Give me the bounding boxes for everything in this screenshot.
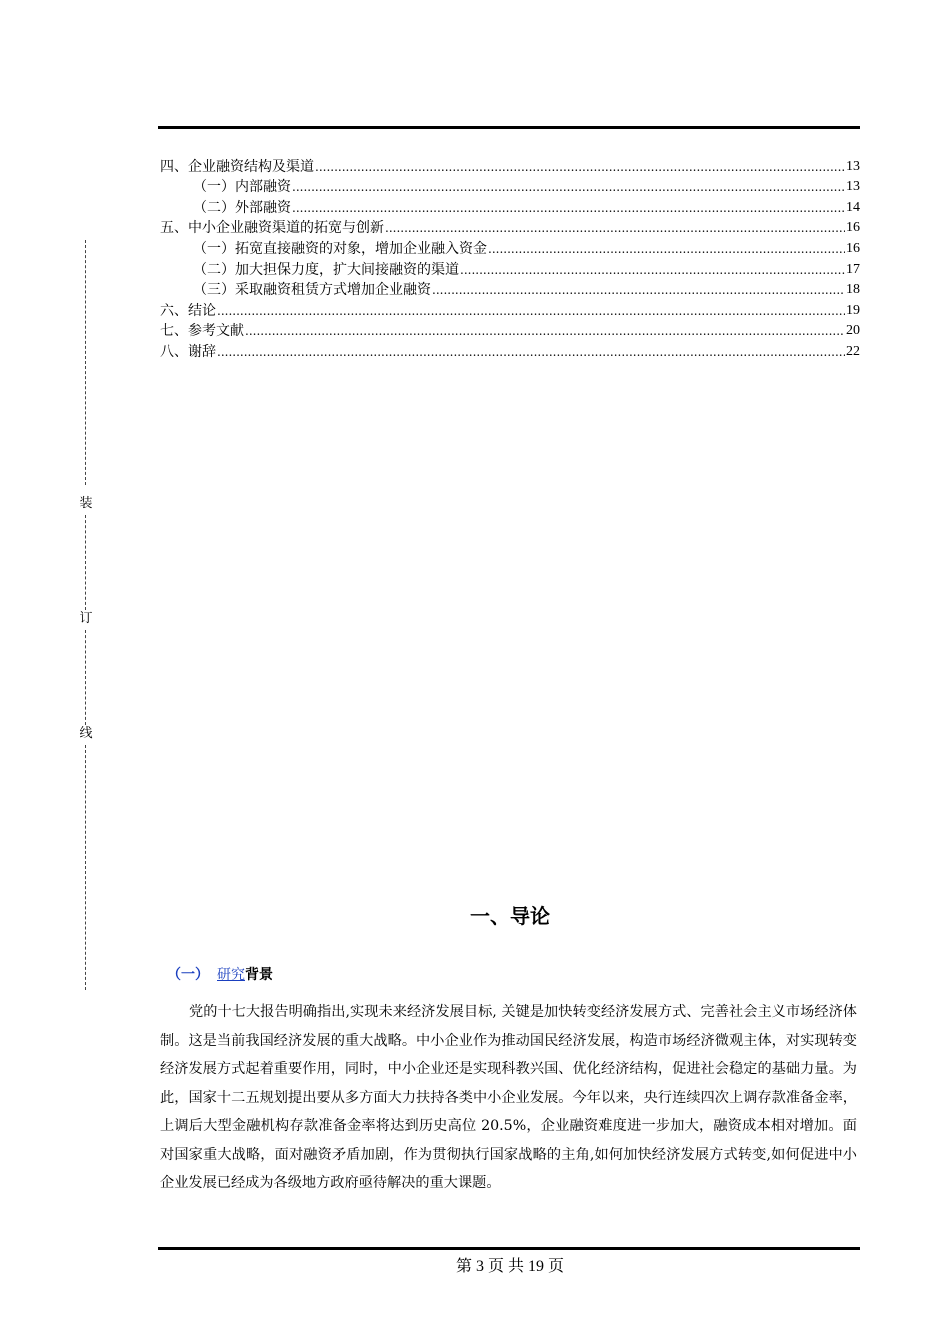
toc-entry-page: 22	[846, 343, 860, 359]
toc-entry[interactable]	[160, 259, 860, 280]
binding-line	[78, 240, 94, 990]
toc-entry[interactable]	[160, 156, 860, 177]
toc-entry-label: （一）拓宽直接融资的对象，增加企业融入资金	[193, 240, 487, 257]
toc-entry[interactable]	[160, 321, 860, 342]
subsection-link[interactable]: 研究	[217, 967, 245, 983]
toc-entry-label: 四、企业融资结构及渠道	[160, 158, 314, 175]
subsection-rest: 背景	[245, 967, 273, 983]
binding-char-2: 订	[79, 611, 93, 626]
binding-char-3: 线	[79, 726, 93, 741]
toc-dot-leader	[292, 198, 845, 218]
toc-dot-leader	[460, 260, 845, 280]
toc-entry-label: （三）采取融资租赁方式增加企业融资	[193, 282, 431, 299]
toc-entry-label: （一）内部融资	[193, 179, 291, 196]
toc-entry-page: 17	[846, 261, 860, 277]
header-rule	[158, 126, 860, 129]
toc-entry-page: 20	[846, 323, 860, 339]
toc-entry[interactable]	[160, 341, 860, 362]
binding-char-1: 装	[79, 496, 93, 511]
toc-dot-leader	[488, 239, 845, 259]
toc-entry-label: 六、结论	[160, 302, 216, 319]
section-title: 一、导论	[470, 904, 550, 928]
table-of-contents	[160, 156, 860, 362]
toc-entry-page: 19	[846, 302, 860, 318]
toc-entry-page: 13	[846, 179, 860, 195]
toc-entry-label: 八、谢辞	[160, 343, 216, 360]
toc-dot-leader	[315, 157, 845, 177]
toc-entry[interactable]	[160, 238, 860, 259]
toc-entry-label: （二）加大担保力度，扩大间接融资的渠道	[193, 261, 459, 278]
toc-entry-page: 16	[846, 220, 860, 236]
toc-entry-label: 五、中小企业融资渠道的拓宽与创新	[160, 220, 384, 237]
toc-entry[interactable]	[160, 280, 860, 301]
toc-dot-leader	[217, 301, 845, 321]
toc-dot-leader	[385, 218, 845, 238]
toc-dot-leader	[292, 177, 845, 197]
footer-rule	[158, 1247, 860, 1250]
toc-entry-label: （二）外部融资	[193, 199, 291, 216]
toc-entry-page: 13	[846, 158, 860, 174]
toc-entry[interactable]	[160, 197, 860, 218]
toc-entry-label: 七、参考文献	[160, 323, 244, 340]
subsection-heading	[167, 964, 273, 984]
toc-entry-page: 18	[846, 282, 860, 298]
toc-entry[interactable]	[160, 300, 860, 321]
toc-entry-page: 16	[846, 240, 860, 256]
toc-entry[interactable]	[160, 218, 860, 239]
subsection-number: （一）	[167, 967, 209, 983]
toc-dot-leader	[217, 342, 845, 362]
page-footer: 第 3 页 共 19 页	[455, 1258, 564, 1275]
toc-dot-leader	[432, 280, 845, 300]
body-paragraph: 党的十七大报告明确指出,实现未来经济发展目标, 关键是加快转变经济发展方式、完善社会主义市场经济体制。这是当前我国经济发展的重大战略。中小企业作为推动国民经济发展，构造市场经济微观主体，对实现转变经济发展方式起着重要作用，同时，中小企业还是实现科教兴国、优化经济结构，促进社会稳定的基础力量。为此，国家十二五规划提出要从多方面大力扶持各类中小企业发展。今年以来，央行连续四次上调存款准备金率，上调后大型金融机构存款准备金率将达到历史高位 20.5%，企业融资难度进一步加大，融资成本相对增加。面对国家重大战略，面对融资矛盾加剧，作为贯彻执行国家战略的主角,如何加快经济发展方式转变,如何促进中小企业发展已经成为各级地方政府亟待解决的重大课题。	[160, 1004, 857, 1191]
toc-dot-leader	[245, 321, 845, 341]
toc-entry-page: 14	[846, 199, 860, 215]
toc-entry[interactable]	[160, 177, 860, 198]
